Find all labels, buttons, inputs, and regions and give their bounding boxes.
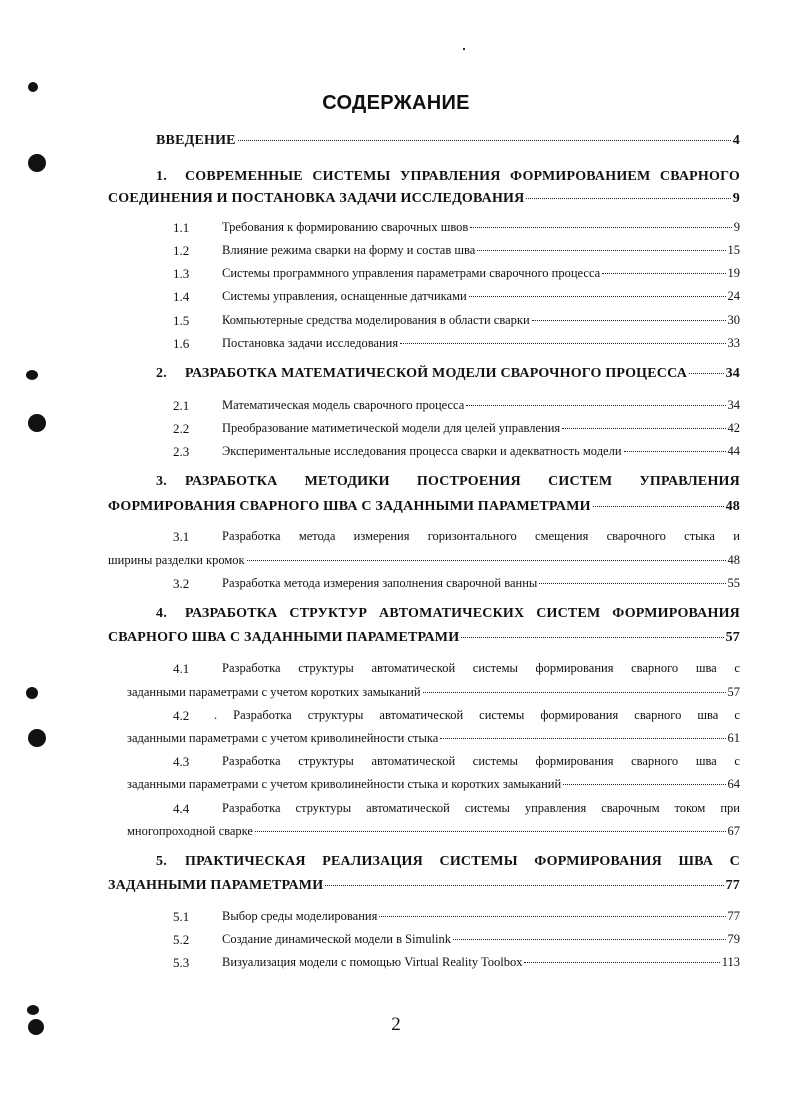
entry-word: автоматической: [379, 708, 464, 722]
toc-page-number: 15: [727, 243, 740, 257]
toc-entry-4-1-line1[interactable]: [222, 661, 740, 676]
toc-page-number: 33: [727, 336, 740, 350]
entry-word: Разработка: [222, 661, 281, 675]
toc-page-number: 55: [727, 576, 740, 590]
scan-speck: [463, 48, 465, 50]
section-number: 1.6: [173, 336, 190, 351]
section-number: 5.2: [173, 932, 190, 947]
toc-page-number: 42: [727, 421, 740, 435]
toc-entry-label: СВАРНОГО ШВА С ЗАДАННЫМИ ПАРАМЕТРАМИ: [108, 630, 460, 645]
toc-entry-label: Требования к формированию сварочных швов: [222, 220, 469, 234]
section-number: 2.3: [173, 444, 190, 459]
toc-entry-4-3-line2[interactable]: [127, 777, 740, 792]
toc-page-number: 34: [727, 398, 740, 412]
title-word: СИСТЕМ: [536, 606, 601, 621]
toc-page-number: 61: [727, 731, 740, 745]
dot-leader: [624, 451, 726, 452]
dot-leader: [461, 637, 723, 638]
section-number: 4.4: [173, 801, 190, 816]
dot-leader: [440, 738, 725, 739]
section-number: 1.5: [173, 313, 190, 328]
section-number: 1.1: [173, 220, 190, 235]
entry-word: формирования: [535, 661, 614, 675]
entry-word: системы: [472, 754, 518, 768]
dot-leader: [689, 373, 724, 374]
toc-entry-label: заданными параметрами с учетом коротких замыканий: [127, 685, 421, 699]
section-number: 2.1: [173, 398, 190, 413]
entry-word: метода: [298, 529, 336, 543]
section-number: 5.3: [173, 955, 190, 970]
toc-entry-4-2-line1[interactable]: [214, 708, 740, 723]
toc-entry-4-4-line2[interactable]: [127, 824, 740, 839]
entry-word: сварного: [631, 754, 679, 768]
entry-word: Разработка: [222, 801, 281, 815]
dot-leader: [526, 198, 730, 199]
toc-entry-3-1-line1[interactable]: [222, 529, 740, 544]
title-word: СВАРНОГО: [659, 169, 740, 184]
toc-entry-1-6[interactable]: [222, 336, 740, 351]
title-word: ПРАКТИЧЕСКАЯ: [185, 854, 306, 869]
toc-page-number: 9: [733, 220, 740, 234]
punch-hole: [28, 82, 38, 92]
toc-entry-intro[interactable]: [156, 133, 740, 149]
toc-entry-label: Создание динамической модели в Simulink: [222, 932, 451, 946]
toc-entry-label: ЗАДАННЫМИ ПАРАМЕТРАМИ: [108, 878, 324, 893]
toc-page-number: 77: [725, 878, 740, 893]
toc-entry-3-2[interactable]: [222, 576, 740, 591]
title-word: ШВА: [678, 854, 714, 869]
title-word: РАЗРАБОТКА: [185, 606, 278, 621]
toc-title: СОДЕРЖАНИЕ: [322, 92, 470, 114]
toc-page-number: 67: [727, 824, 740, 838]
toc-page-number: 48: [725, 499, 740, 514]
entry-word: формирования: [535, 754, 614, 768]
title-word: РАЗРАБОТКА: [185, 474, 278, 489]
punch-hole: [28, 154, 46, 172]
entry-word: сварного: [631, 661, 679, 675]
title-word: СИСТЕМЫ: [312, 169, 391, 184]
toc-entry-label: Влияние режима сварки на форму и состав шва: [222, 243, 476, 257]
entry-word: автоматической: [371, 661, 456, 675]
dot-leader: [593, 506, 724, 507]
toc-entry-4-4-line1[interactable]: [222, 801, 740, 816]
entry-word: смещения: [535, 529, 589, 543]
dot-leader: [238, 140, 731, 141]
entry-word: с: [734, 708, 740, 722]
entry-word: шва: [697, 708, 719, 722]
toc-page-number: 30: [727, 313, 740, 327]
entry-word: системы: [479, 708, 525, 722]
toc-entry-label: ФОРМИРОВАНИЯ СВАРНОГО ШВА С ЗАДАННЫМИ ПАРАМЕТРАМИ: [108, 499, 591, 514]
section-number: 2.2: [173, 421, 190, 436]
entry-word: формирования: [540, 708, 619, 722]
toc-entry-label: Системы программного управления параметрами сварочного процесса: [222, 266, 601, 280]
toc-entry-1-1[interactable]: [222, 220, 740, 235]
toc-page-number: 48: [727, 553, 740, 567]
chapter-5-title-line2[interactable]: [108, 878, 740, 894]
title-word: ФОРМИРОВАНИЯ: [612, 606, 740, 621]
toc-entry-label: СОЕДИНЕНИЯ И ПОСТАНОВКА ЗАДАЧИ ИССЛЕДОВАНИЯ: [108, 191, 525, 206]
entry-word: структуры: [307, 708, 364, 722]
toc-entry-1-4[interactable]: [222, 289, 740, 304]
entry-word: стыка: [684, 529, 715, 543]
entry-word: структуры: [295, 801, 352, 815]
toc-entry-label: Системы управления, оснащенные датчиками: [222, 289, 467, 303]
section-number: 1.2: [173, 243, 190, 258]
entry-word: измерения: [353, 529, 410, 543]
title-word: СТРУКТУР: [289, 606, 368, 621]
section-number: 4.3: [173, 754, 190, 769]
title-word: УПРАВЛЕНИЯ: [639, 474, 740, 489]
toc-entry-5-3[interactable]: [222, 955, 740, 970]
dot-leader: [379, 916, 725, 917]
toc-entry-5-2[interactable]: [222, 932, 740, 947]
punch-hole: [26, 687, 38, 699]
chapter-number: 1.: [156, 169, 167, 184]
title-word: УПРАВЛЕНИЯ: [400, 169, 501, 184]
dot-leader: [563, 784, 725, 785]
dot-leader: [602, 273, 725, 274]
entry-word: сварочного: [606, 529, 666, 543]
dot-leader: [400, 343, 725, 344]
chapter-number: 5.: [156, 854, 167, 869]
dot-leader: [325, 885, 723, 886]
section-number: 3.1: [173, 529, 190, 544]
section-number: 5.1: [173, 909, 190, 924]
toc-page-number: 9: [732, 191, 740, 206]
punch-hole: [28, 729, 46, 747]
toc-entry-label: Постановка задачи исследования: [222, 336, 399, 350]
chapter-1-title-line2[interactable]: [108, 191, 740, 207]
entry-word: управления: [524, 801, 587, 815]
toc-page-number: 44: [727, 444, 740, 458]
toc-page-number: 57: [727, 685, 740, 699]
toc-entry-label: Визуализация модели с помощью Virtual Reality Toolbox: [222, 955, 523, 969]
dot-leader: [477, 250, 725, 251]
entry-word: .: [214, 708, 218, 722]
dot-leader: [470, 227, 731, 228]
dot-leader: [532, 320, 726, 321]
toc-entry-2-2[interactable]: [222, 421, 740, 436]
entry-word: структуры: [298, 754, 354, 768]
section-number: 1.4: [173, 289, 190, 304]
toc-entry-label: Разработка метода измерения заполнения сварочной ванны: [222, 576, 538, 590]
entry-word: током: [674, 801, 706, 815]
toc-page-number: 57: [725, 630, 740, 645]
toc-entry-label: многопроходной сварке: [127, 824, 253, 838]
entry-word: Разработка: [222, 529, 281, 543]
toc-entry-5-1[interactable]: [222, 909, 740, 924]
entry-word: Разработка: [233, 708, 292, 722]
dot-leader: [423, 692, 726, 693]
title-word: ФОРМИРОВАНИЯ: [534, 854, 662, 869]
dot-leader: [562, 428, 725, 429]
toc-page-number: 4: [732, 133, 740, 148]
entry-word: с: [734, 754, 740, 768]
dot-leader: [453, 939, 726, 940]
entry-word: сварочным: [601, 801, 660, 815]
toc-entry-label: Преобразование матиметической модели для целей управления: [222, 421, 561, 435]
entry-word: Разработка: [222, 754, 281, 768]
toc-entry-label: заданными параметрами с учетом криволинейности стыка и коротких замыканий: [127, 777, 562, 791]
chapter-3-title-line1[interactable]: [185, 474, 740, 490]
toc-page-number: 77: [727, 909, 740, 923]
toc-entry-4-3-line1[interactable]: [222, 754, 740, 769]
toc-entry-label: Экспериментальные исследования процесса сварки и адекватность модели: [222, 444, 622, 458]
dot-leader: [255, 831, 726, 832]
toc-entry-label: ширины разделки кромок: [108, 553, 245, 567]
chapter-2-title[interactable]: [185, 366, 740, 382]
toc-entry-4-2-line2[interactable]: [127, 731, 740, 746]
title-word: С: [729, 854, 740, 869]
title-word: СИСТЕМ: [548, 474, 613, 489]
entry-word: горизонтального: [427, 529, 517, 543]
dot-leader: [466, 405, 725, 406]
title-word: ПОСТРОЕНИЯ: [416, 474, 521, 489]
toc-entry-label: заданными параметрами с учетом криволинейности стыка: [127, 731, 439, 745]
entry-word: шва: [695, 661, 717, 675]
title-word: АВТОМАТИЧЕСКИХ: [379, 606, 525, 621]
section-number: 4.2: [173, 708, 190, 723]
toc-entry-2-3[interactable]: [222, 444, 740, 459]
toc-entry-label: Компьютерные средства моделирования в области сварки: [222, 313, 530, 327]
chapter-number: 2.: [156, 366, 167, 381]
toc-entry-1-5[interactable]: [222, 313, 740, 328]
title-word: СОВРЕМЕННЫЕ: [185, 169, 303, 184]
page-number: 2: [391, 1014, 401, 1035]
toc-entry-label: Выбор среды моделирования: [222, 909, 378, 923]
toc-page-number: 113: [721, 955, 740, 969]
chapter-number: 3.: [156, 474, 167, 489]
entry-word: с: [734, 661, 740, 675]
toc-entry-2-1[interactable]: [222, 398, 740, 413]
toc-entry-label: ВВЕДЕНИЕ: [156, 133, 236, 148]
title-word: ФОРМИРОВАНИЕМ: [510, 169, 651, 184]
chapter-5-title-line1[interactable]: [185, 854, 740, 870]
toc-page-number: 19: [727, 266, 740, 280]
entry-word: системы: [472, 661, 518, 675]
punch-hole: [28, 414, 46, 432]
toc-entry-1-3[interactable]: [222, 266, 740, 281]
entry-word: шва: [695, 754, 717, 768]
title-word: РЕАЛИЗАЦИЯ: [322, 854, 423, 869]
chapter-1-title-line1[interactable]: [185, 169, 740, 185]
toc-entry-3-1-line2[interactable]: [108, 553, 740, 568]
entry-word: системы: [464, 801, 510, 815]
toc-entry-label: Математическая модель сварочного процесса: [222, 398, 465, 412]
section-number: 1.3: [173, 266, 190, 281]
dot-leader: [247, 560, 726, 561]
dot-leader: [469, 296, 726, 297]
section-number: 3.2: [173, 576, 190, 591]
toc-page-number: 34: [725, 366, 740, 381]
toc-page-number: 24: [727, 289, 740, 303]
toc-entry-1-2[interactable]: [222, 243, 740, 258]
entry-word: при: [720, 801, 740, 815]
dot-leader: [524, 962, 719, 963]
entry-word: сварного: [634, 708, 682, 722]
toc-page-number: 79: [727, 932, 740, 946]
chapter-3-title-line2[interactable]: [108, 499, 740, 515]
entry-word: структуры: [298, 661, 354, 675]
chapter-4-title-line1[interactable]: [185, 606, 740, 622]
chapter-number: 4.: [156, 606, 167, 621]
title-word: МЕТОДИКИ: [304, 474, 390, 489]
entry-word: и: [733, 529, 740, 543]
title-word: СИСТЕМЫ: [439, 854, 518, 869]
entry-word: автоматической: [371, 754, 456, 768]
dot-leader: [539, 583, 725, 584]
punch-hole: [26, 370, 38, 380]
toc-entry-4-1-line2[interactable]: [127, 685, 740, 700]
entry-word: автоматической: [366, 801, 450, 815]
toc-entry-label: РАЗРАБОТКА МАТЕМАТИЧЕСКОЙ МОДЕЛИ СВАРОЧНОГО ПРОЦЕССА: [185, 366, 688, 381]
toc-page-number: 64: [727, 777, 740, 791]
chapter-4-title-line2[interactable]: [108, 630, 740, 646]
section-number: 4.1: [173, 661, 190, 676]
